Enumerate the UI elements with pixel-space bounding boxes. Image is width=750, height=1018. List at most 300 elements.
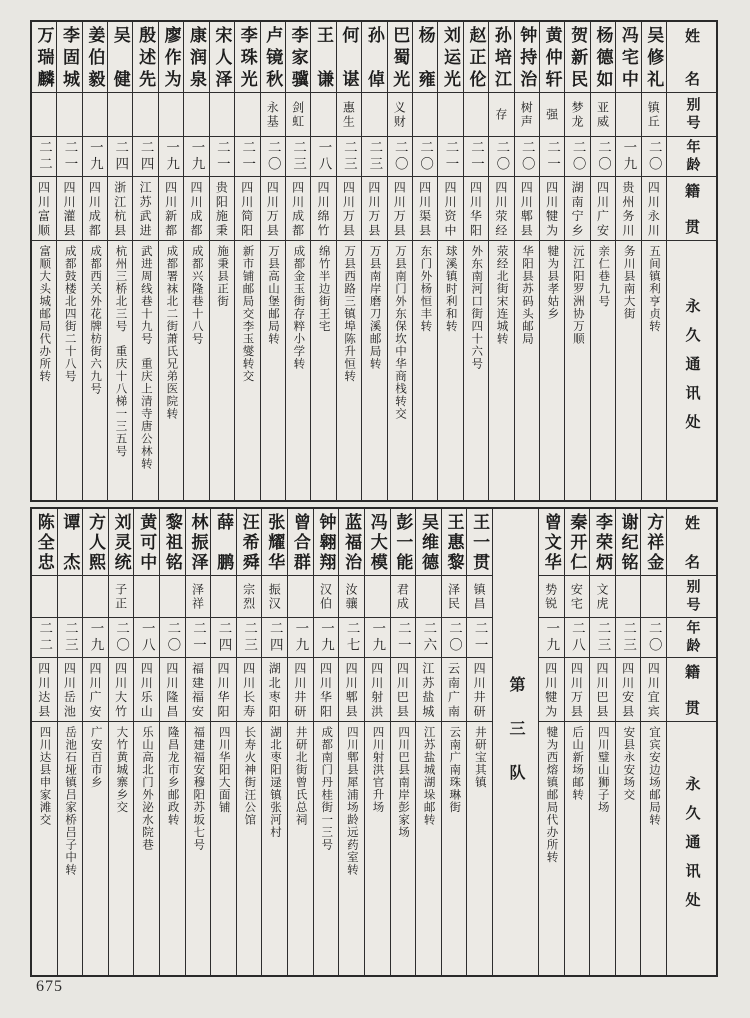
person-origin: 四川华阳	[216, 662, 231, 717]
person-address-cell	[416, 721, 441, 975]
person-name-cell	[83, 22, 107, 92]
person-origin: 四川万县	[392, 181, 407, 236]
person-address-cell	[467, 721, 492, 975]
person-age-cell	[539, 617, 564, 657]
person-name: 冯宅中	[618, 26, 638, 88]
person-name: 王一贯	[470, 513, 490, 571]
roster-table-top	[30, 20, 718, 502]
person-origin-cell	[641, 657, 666, 721]
person-name-cell	[413, 22, 437, 92]
person-alias-cell	[337, 92, 361, 136]
person-alias-cell	[134, 575, 159, 617]
person-age: 二四	[267, 621, 283, 654]
person-name: 王惠黎	[444, 513, 464, 571]
person-age-cell	[362, 136, 386, 176]
person-alias-cell	[565, 92, 589, 136]
person-name: 方祥金	[644, 513, 664, 571]
person-age-cell	[32, 136, 56, 176]
person-alias: 镇昌	[472, 582, 487, 611]
person-alias-cell	[288, 575, 313, 617]
person-age: 二〇	[646, 140, 662, 173]
person-origin: 四川简阳	[239, 181, 254, 236]
person-age-cell	[642, 136, 666, 176]
person-column	[641, 22, 666, 500]
person-alias-cell	[159, 92, 183, 136]
person-address-cell	[235, 240, 259, 500]
person-origin-cell	[160, 657, 185, 721]
person-column	[364, 509, 390, 975]
person-age-cell	[339, 617, 364, 657]
team-label: 第三队	[506, 676, 524, 808]
person-address-cell	[159, 240, 183, 500]
person-address: 务川县南大街	[622, 245, 635, 320]
person-address-cell	[337, 240, 361, 500]
person-origin: 四川灌县	[61, 181, 76, 236]
person-column	[32, 509, 57, 975]
person-alias: 存	[493, 107, 508, 122]
person-address: 成都南门丹桂街一三号	[320, 726, 333, 851]
person-column	[210, 509, 236, 975]
person-column	[390, 509, 416, 975]
person-name: 曾合群	[290, 513, 310, 571]
person-address: 隆昌龙市乡邮政转	[166, 726, 179, 826]
person-alias: 永基	[265, 100, 280, 129]
person-name-cell	[616, 509, 641, 575]
person-alias-cell	[235, 92, 259, 136]
person-name-cell	[365, 509, 390, 575]
person-origin: 四川巴县	[594, 662, 609, 717]
person-column	[260, 22, 285, 500]
person-origin-cell	[288, 657, 313, 721]
person-origin: 四川新都	[163, 181, 178, 236]
person-age: 二八	[569, 621, 585, 654]
person-origin: 四川达县	[36, 662, 51, 717]
header-age-cell	[667, 136, 716, 176]
person-age-cell	[438, 136, 462, 176]
person-age: 二一	[190, 621, 206, 654]
person-name: 康润泉	[186, 26, 206, 88]
person-address-cell	[442, 721, 467, 975]
person-origin-cell	[134, 657, 159, 721]
person-origin: 四川富顺	[36, 181, 51, 236]
person-address: 湖北枣阳逯镇张河村	[269, 726, 282, 839]
person-name-cell	[565, 509, 590, 575]
person-origin-cell	[591, 176, 615, 240]
person-column	[466, 509, 492, 975]
person-origin-cell	[314, 657, 339, 721]
person-name: 秦开仁	[567, 513, 587, 571]
person-name-cell	[286, 22, 310, 92]
person-address: 武进周线巷十九号 重庆上清寺唐公林转	[139, 245, 152, 470]
person-age: 一九	[87, 140, 103, 173]
person-address-cell	[539, 721, 564, 975]
person-name-cell	[616, 22, 640, 92]
person-column	[514, 22, 539, 500]
person-name-cell	[235, 22, 259, 92]
person-age-cell	[616, 136, 640, 176]
person-address: 长寿火神街汪公馆	[243, 726, 256, 826]
person-age: 二〇	[595, 140, 611, 173]
person-alias: 树声	[519, 100, 534, 129]
person-alias-cell	[108, 92, 132, 136]
person-address: 华阳县苏码头邮局	[521, 245, 534, 345]
person-age-cell	[416, 617, 441, 657]
header-name-cell	[667, 509, 716, 575]
person-origin-cell	[261, 176, 285, 240]
person-origin-cell	[58, 657, 83, 721]
person-address: 后山新场邮转	[571, 726, 584, 801]
person-address: 成都金玉街存粹小学转	[292, 245, 305, 370]
person-alias-cell	[565, 575, 590, 617]
person-name-cell	[211, 509, 236, 575]
person-name-cell	[391, 509, 416, 575]
person-origin-cell	[109, 657, 134, 721]
person-age-cell	[388, 136, 412, 176]
person-name-cell	[442, 509, 467, 575]
person-address: 万县高山堡邮局转	[266, 245, 279, 345]
person-alias: 汝骧	[344, 582, 359, 611]
person-name-cell	[416, 509, 441, 575]
person-address: 四川郫县犀浦场龄远药室转	[345, 726, 358, 876]
person-age: 二三	[595, 621, 611, 654]
person-name: 方人熙	[86, 513, 106, 571]
person-age-cell	[288, 617, 313, 657]
person-name-cell	[261, 22, 285, 92]
header-origin-cell	[667, 176, 716, 240]
person-address-cell	[339, 721, 364, 975]
person-origin: 四川华阳	[468, 181, 483, 236]
person-column	[564, 509, 590, 975]
person-alias-cell	[616, 92, 640, 136]
person-age: 一九	[164, 140, 180, 173]
person-column	[437, 22, 462, 500]
person-alias: 亚威	[595, 100, 610, 129]
person-name: 张耀华	[265, 513, 285, 571]
person-age: 二七	[344, 621, 360, 654]
person-alias-cell	[57, 92, 81, 136]
person-name: 黎祖铭	[162, 513, 182, 571]
person-origin: 四川华阳	[318, 662, 333, 717]
person-origin: 四川广安	[595, 181, 610, 236]
person-origin: 四川乐山	[139, 662, 154, 717]
person-name: 钟翱翔	[316, 513, 336, 571]
person-age: 一九	[318, 621, 334, 654]
person-origin-cell	[590, 657, 615, 721]
person-age-cell	[641, 617, 666, 657]
person-age-cell	[311, 136, 335, 176]
person-age-cell	[314, 617, 339, 657]
person-name: 黄仲轩	[542, 26, 562, 88]
person-age: 二一	[468, 140, 484, 173]
person-age-cell	[590, 617, 615, 657]
person-origin: 四川宜宾	[646, 662, 661, 717]
person-age-cell	[540, 136, 564, 176]
person-alias: 文虎	[594, 582, 609, 611]
person-age: 二三	[367, 140, 383, 173]
person-age-cell	[467, 617, 492, 657]
person-column	[108, 509, 134, 975]
person-name-cell	[32, 22, 56, 92]
person-name-cell	[109, 509, 134, 575]
person-age: 二三	[341, 140, 357, 173]
person-column	[415, 509, 441, 975]
person-name-cell	[337, 22, 361, 92]
person-address: 犍为西熔镇邮局代办所转	[545, 726, 558, 864]
person-origin-cell	[83, 176, 107, 240]
person-alias: 泽祥	[190, 582, 205, 611]
person-alias-cell	[590, 575, 615, 617]
person-address: 杭州三桥北三号 重庆十八梯一三五号	[114, 245, 127, 458]
person-age-cell	[160, 617, 185, 657]
header-name-label: 姓名	[683, 515, 699, 569]
person-age: 二一	[240, 140, 256, 173]
person-name-cell	[464, 22, 488, 92]
person-name-cell	[489, 22, 513, 92]
person-origin: 四川郫县	[519, 181, 534, 236]
person-name-cell	[83, 509, 108, 575]
person-alias-cell	[467, 575, 492, 617]
person-column	[539, 22, 564, 500]
person-origin-cell	[362, 176, 386, 240]
person-name-cell	[540, 22, 564, 92]
person-address: 四川达县申家滩交	[38, 726, 51, 826]
scanned-page	[30, 20, 718, 977]
person-name: 李固城	[59, 26, 79, 88]
person-age-cell	[464, 136, 488, 176]
person-alias-cell	[413, 92, 437, 136]
person-name-cell	[438, 22, 462, 92]
person-age: 二四	[216, 621, 232, 654]
person-name: 卢镜秋	[263, 26, 283, 88]
person-alias: 宗烈	[241, 582, 256, 611]
header-age-label: 年龄	[684, 138, 700, 175]
person-origin-cell	[32, 657, 57, 721]
person-address-cell	[388, 240, 412, 500]
person-origin-cell	[311, 176, 335, 240]
person-name: 刘运光	[441, 26, 461, 88]
person-name-cell	[58, 509, 83, 575]
person-column	[132, 22, 157, 500]
person-origin-cell	[235, 176, 259, 240]
person-origin: 湖南宁乡	[570, 181, 585, 236]
person-name-cell	[515, 22, 539, 92]
person-origin: 贵阳施秉	[214, 181, 229, 236]
person-age: 二〇	[494, 140, 510, 173]
person-origin: 江苏武进	[138, 181, 153, 236]
person-alias-cell	[210, 92, 234, 136]
person-origin-cell	[262, 657, 287, 721]
person-name-cell	[133, 22, 157, 92]
person-origin-cell	[489, 176, 513, 240]
person-name: 林振泽	[188, 513, 208, 571]
person-address-cell	[591, 240, 615, 500]
person-address-cell	[58, 721, 83, 975]
person-origin-cell	[464, 176, 488, 240]
person-age-cell	[262, 617, 287, 657]
person-origin: 四川巴县	[395, 662, 410, 717]
person-column	[185, 509, 211, 975]
person-address-cell	[616, 240, 640, 500]
person-origin: 浙江杭县	[112, 181, 127, 236]
person-age-cell	[186, 617, 211, 657]
person-address: 新市铺邮局交李玉燮转交	[241, 245, 254, 383]
person-address: 东门外杨恒丰转	[419, 245, 432, 333]
header-alias-label: 别号	[684, 96, 700, 133]
person-name: 殷述先	[136, 26, 156, 88]
person-name: 吴修礼	[644, 26, 664, 88]
person-age-cell	[109, 617, 134, 657]
person-alias-cell	[464, 92, 488, 136]
person-address: 广安百市乡	[89, 726, 102, 789]
person-name-cell	[159, 22, 183, 92]
person-address: 五间镇利亨贞转	[648, 245, 661, 333]
person-alias: 镇丘	[646, 100, 661, 129]
person-age: 一九	[370, 621, 386, 654]
person-name-cell	[134, 509, 159, 575]
person-age-cell	[210, 136, 234, 176]
header-origin-cell	[667, 657, 716, 721]
person-age-cell	[184, 136, 208, 176]
person-address-cell	[109, 721, 134, 975]
person-address-cell	[438, 240, 462, 500]
person-name-cell	[311, 22, 335, 92]
person-age: 二一	[62, 140, 78, 173]
person-address: 云南广南珠琳街	[448, 726, 461, 814]
person-age: 二〇	[165, 621, 181, 654]
team-divider-column	[492, 509, 538, 975]
person-address: 万县南门外东保坎中华商栈转交	[393, 245, 406, 420]
person-address: 荥经北街宋连城转	[495, 245, 508, 345]
person-age: 二一	[214, 140, 230, 173]
header-name-label: 姓名	[683, 28, 699, 86]
person-column	[338, 509, 364, 975]
person-age: 二〇	[114, 621, 130, 654]
person-name-cell	[642, 22, 666, 92]
person-name-cell	[388, 22, 412, 92]
person-name: 钟持治	[517, 26, 537, 88]
person-name-cell	[210, 22, 234, 92]
header-name-cell	[667, 22, 716, 92]
header-column	[666, 22, 716, 500]
person-origin-cell	[32, 176, 56, 240]
person-name-cell	[262, 509, 287, 575]
header-alias-cell	[667, 575, 716, 617]
person-address-cell	[108, 240, 132, 500]
person-origin-cell	[184, 176, 208, 240]
person-name: 汪希舜	[239, 513, 259, 571]
person-origin: 四川绵竹	[316, 181, 331, 236]
person-alias-cell	[237, 575, 262, 617]
header-age-label: 年龄	[684, 619, 700, 656]
person-column	[615, 509, 641, 975]
person-name-cell	[539, 509, 564, 575]
person-name: 赵正伦	[466, 26, 486, 88]
header-alias-cell	[667, 92, 716, 136]
person-address: 施秉县正街	[216, 245, 229, 308]
person-alias-cell	[388, 92, 412, 136]
person-age-cell	[108, 136, 132, 176]
person-age-cell	[211, 617, 236, 657]
person-address: 亲仁巷九号	[597, 245, 610, 308]
person-origin: 贵州务川	[620, 181, 635, 236]
person-name-cell	[362, 22, 386, 92]
person-column	[285, 22, 310, 500]
person-address-cell	[211, 721, 236, 975]
person-address: 江苏盐城湖垛邮转	[422, 726, 435, 826]
person-origin-cell	[57, 176, 81, 240]
person-address-cell	[641, 721, 666, 975]
person-alias-cell	[311, 92, 335, 136]
person-address-cell	[133, 240, 157, 500]
person-address-cell	[464, 240, 488, 500]
person-origin-cell	[540, 176, 564, 240]
person-address: 四川射洪官升场	[371, 726, 384, 814]
header-address-label: 永久通讯处	[683, 298, 700, 443]
person-alias-cell	[83, 92, 107, 136]
person-address-cell	[362, 240, 386, 500]
person-age: 二一	[395, 621, 411, 654]
person-address: 四川华阳大面铺	[217, 726, 230, 814]
person-age: 一九	[293, 621, 309, 654]
person-origin-cell	[186, 657, 211, 721]
person-name: 刘灵统	[111, 513, 131, 571]
person-age-cell	[391, 617, 416, 657]
person-name: 李家骥	[288, 26, 308, 88]
person-age-cell	[286, 136, 310, 176]
person-address-cell	[261, 240, 285, 500]
person-origin: 四川大竹	[113, 662, 128, 717]
person-address: 四川璧山狮子场	[596, 726, 609, 814]
header-origin-label: 籍贯	[683, 664, 699, 715]
person-age: 二三	[291, 140, 307, 173]
person-alias: 惠生	[341, 100, 356, 129]
person-address-cell	[32, 721, 57, 975]
person-age: 二〇	[418, 140, 434, 173]
person-alias: 强	[544, 107, 559, 122]
roster-table-bottom	[30, 507, 718, 977]
person-age: 二一	[472, 621, 488, 654]
person-address: 犍为县孝姑乡	[546, 245, 559, 320]
person-alias-cell	[32, 575, 57, 617]
person-origin-cell	[616, 657, 641, 721]
person-alias-cell	[32, 92, 56, 136]
person-alias: 君成	[395, 582, 410, 611]
person-column	[32, 22, 56, 500]
person-column	[441, 509, 467, 975]
person-origin-cell	[416, 657, 441, 721]
person-column	[336, 22, 361, 500]
person-alias-cell	[211, 575, 236, 617]
person-alias: 义财	[392, 100, 407, 129]
person-column	[82, 509, 108, 975]
person-name: 曾文华	[541, 513, 561, 571]
person-name: 薛鹏	[214, 513, 234, 571]
person-age: 一九	[189, 140, 205, 173]
person-origin: 四川井研	[472, 662, 487, 717]
person-age-cell	[489, 136, 513, 176]
person-origin: 四川成都	[188, 181, 203, 236]
person-name: 孙培江	[491, 26, 511, 88]
person-origin: 四川万县	[265, 181, 280, 236]
person-name: 谢纪铭	[618, 513, 638, 571]
person-alias: 振汉	[267, 582, 282, 611]
person-name: 黄可中	[137, 513, 157, 571]
person-origin-cell	[339, 657, 364, 721]
person-age: 二〇	[570, 140, 586, 173]
person-address: 外东南河口街四十六号	[470, 245, 483, 370]
person-alias-cell	[133, 92, 157, 136]
person-address-cell	[134, 721, 159, 975]
